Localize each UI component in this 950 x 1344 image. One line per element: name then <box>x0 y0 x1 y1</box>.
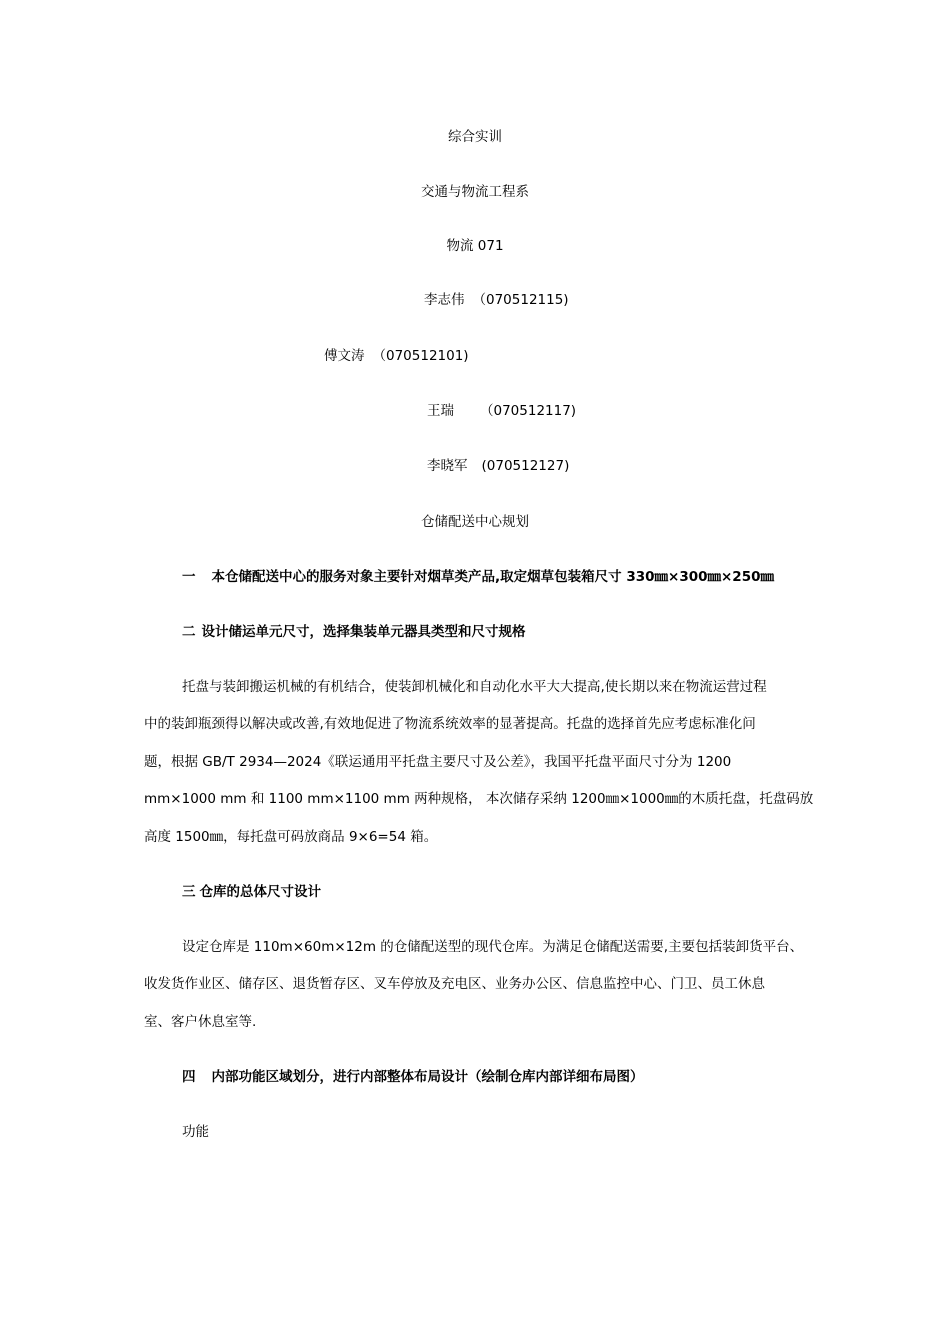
section-1-heading <box>182 567 774 587</box>
document-title: 仓储配送中心规划 <box>421 514 529 530</box>
section-heading-text: 内部功能区域划分，进行内部整体布局设计（绘制仓库内部详细布局图） <box>211 1069 644 1085</box>
member-row <box>324 346 469 366</box>
paragraph-line: mm×1000 mm 和 1100 mm×1100 mm 两种规格， 本次储存采纳 1200㎜×1000㎜的木质托盘，托盘码放 <box>144 791 814 807</box>
course-name: 综合实训 <box>448 129 502 145</box>
member-name: 李志伟 <box>424 292 465 308</box>
member-row <box>427 456 569 476</box>
paragraph-line: 设定仓库是 110m×60m×12m 的仓储配送型的现代仓库。为满足仓储配送需要,主要包括装卸货平台、 <box>182 939 804 955</box>
member-row <box>427 401 576 421</box>
member-name: 李晓军 <box>427 458 468 474</box>
member-id: （070512101) <box>372 348 469 364</box>
section-2-heading <box>182 622 526 642</box>
class-name: 物流 071 <box>446 238 504 254</box>
member-id: （070512115) <box>472 292 569 308</box>
section-heading-text: 本仓储配送中心的服务对象主要针对烟草类产品,取定烟草包装箱尺寸 330㎜×300㎜×250㎜ <box>211 569 774 585</box>
member-row <box>424 290 569 310</box>
section-number: 二 <box>182 624 196 640</box>
paragraph-line: 题，根据 GB/T 2934—2024《联运通用平托盘主要尺寸及公差》，我国平托盘平面尺寸分为 1200 <box>144 754 732 770</box>
section-number: 三 <box>182 884 196 900</box>
member-id: (070512127) <box>481 458 570 474</box>
section-heading-text: 仓库的总体尺寸设计 <box>199 884 321 900</box>
section-3-heading <box>182 882 321 902</box>
section-number: 一 <box>182 569 196 585</box>
section-heading-text: 设计储运单元尺寸，选择集装单元器具类型和尺寸规格 <box>201 624 526 640</box>
section-number: 四 <box>182 1069 196 1085</box>
paragraph-line: 高度 1500㎜，每托盘可码放商品 9×6=54 箱。 <box>144 829 438 845</box>
member-id: （070512117) <box>480 403 577 419</box>
paragraph-line: 托盘与装卸搬运机械的有机结合，使装卸机械化和自动化水平大大提高,使长期以来在物流运营过程 <box>182 679 767 695</box>
trailing-text: 功能 <box>182 1124 209 1140</box>
section-4-heading <box>182 1067 644 1087</box>
paragraph-line: 中的装卸瓶颈得以解决或改善,有效地促进了物流系统效率的显著提高。托盘的选择首先应考虑标准化问 <box>144 716 756 732</box>
member-name: 傅文涛 <box>324 348 365 364</box>
department-name: 交通与物流工程系 <box>421 184 529 200</box>
paragraph-line: 室、客户休息室等. <box>144 1014 257 1030</box>
paragraph-line: 收发货作业区、储存区、退货暂存区、叉车停放及充电区、业务办公区、信息监控中心、门卫、员工休息 <box>144 976 765 992</box>
member-name: 王瑞 <box>427 403 454 419</box>
